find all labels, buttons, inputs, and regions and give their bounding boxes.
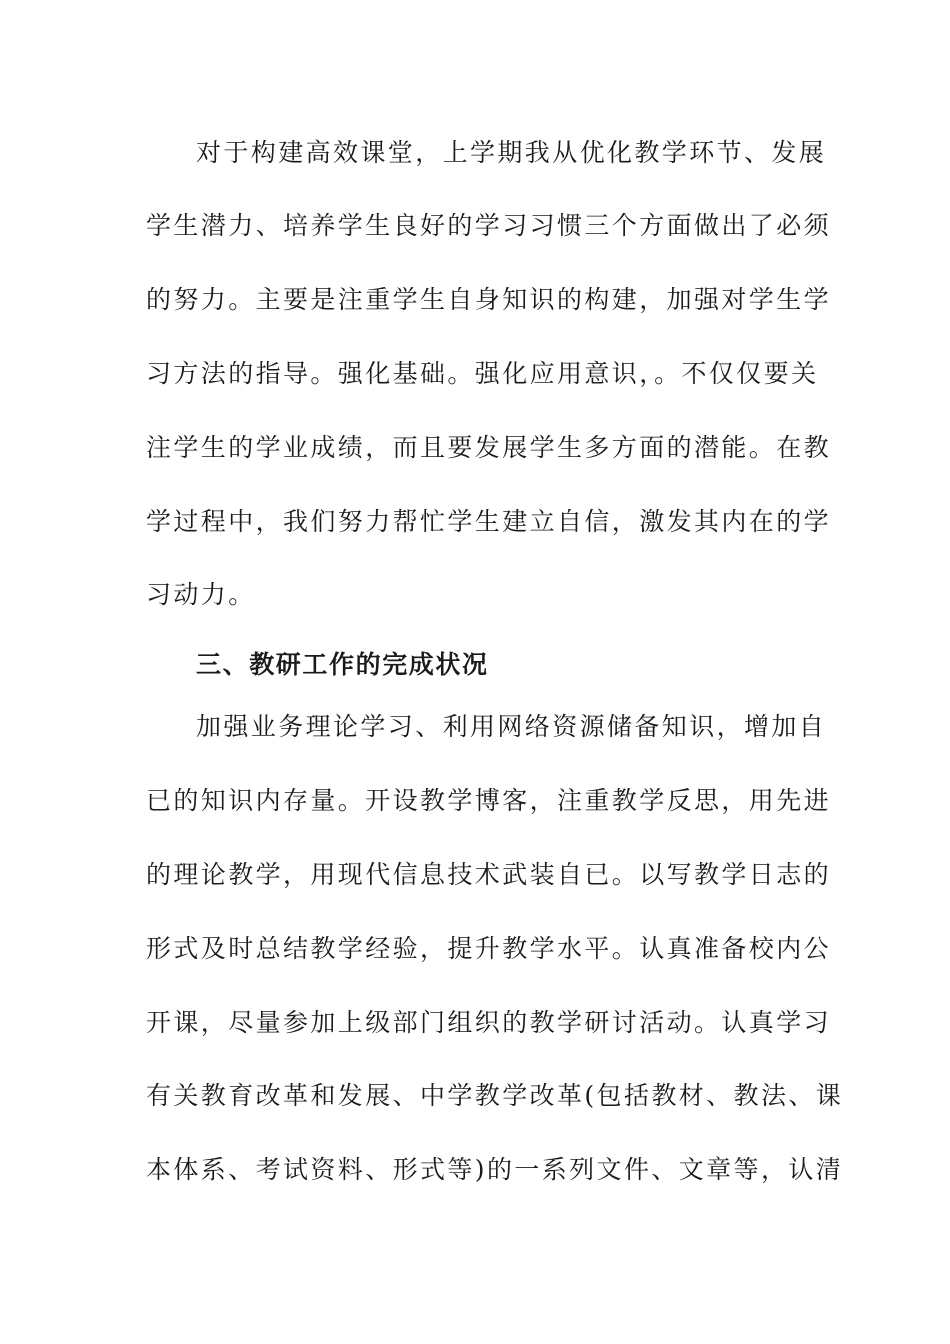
paragraph-2-line-5: 开课，尽量参加上级部门组织的教学研讨活动。认真学习 [146,1008,832,1037]
paragraph-1-line-2: 学生潜力、培养学生良好的学习习惯三个方面做出了必须 [146,211,832,240]
paragraph-1-line-6: 学过程中，我们努力帮忙学生建立自信，激发其内在的学 [146,507,832,536]
paragraph-2-line-2: 已的知识内存量。开设教学博客，注重教学反思，用先进 [146,786,832,815]
paragraph-2-line-1: 加强业务理论学习、利用网络资源储备知识，增加自 [196,712,827,741]
paragraph-1-line-3: 的努力。主要是注重学生自身知识的构建，加强对学生学 [146,285,832,314]
paragraph-1-line-5: 注学生的学业成绩，而且要发展学生多方面的潜能。在教 [146,433,832,462]
paragraph-2-line-7: 本体系、考试资料、形式等)的一系列文件、文章等，认清 [146,1155,844,1184]
paragraph-2-line-3: 的理论教学，用现代信息技术武装自已。以写教学日志的 [146,860,832,889]
section-heading: 三、教研工作的完成状况 [196,650,489,679]
paragraph-1-line-4: 习方法的指导。强化基础。强化应用意识，。不仅仅要关 [146,359,819,388]
paragraph-2-line-6: 有关教育改革和发展、中学教学改革(包括教材、教法、课 [146,1081,844,1110]
paragraph-1-line-7: 习动力。 [146,580,256,609]
paragraph-1-line-1: 对于构建高效课堂，上学期我从优化教学环节、发展 [196,138,827,167]
paragraph-2-line-4: 形式及时总结教学经验，提升教学水平。认真准备校内公 [146,934,832,963]
